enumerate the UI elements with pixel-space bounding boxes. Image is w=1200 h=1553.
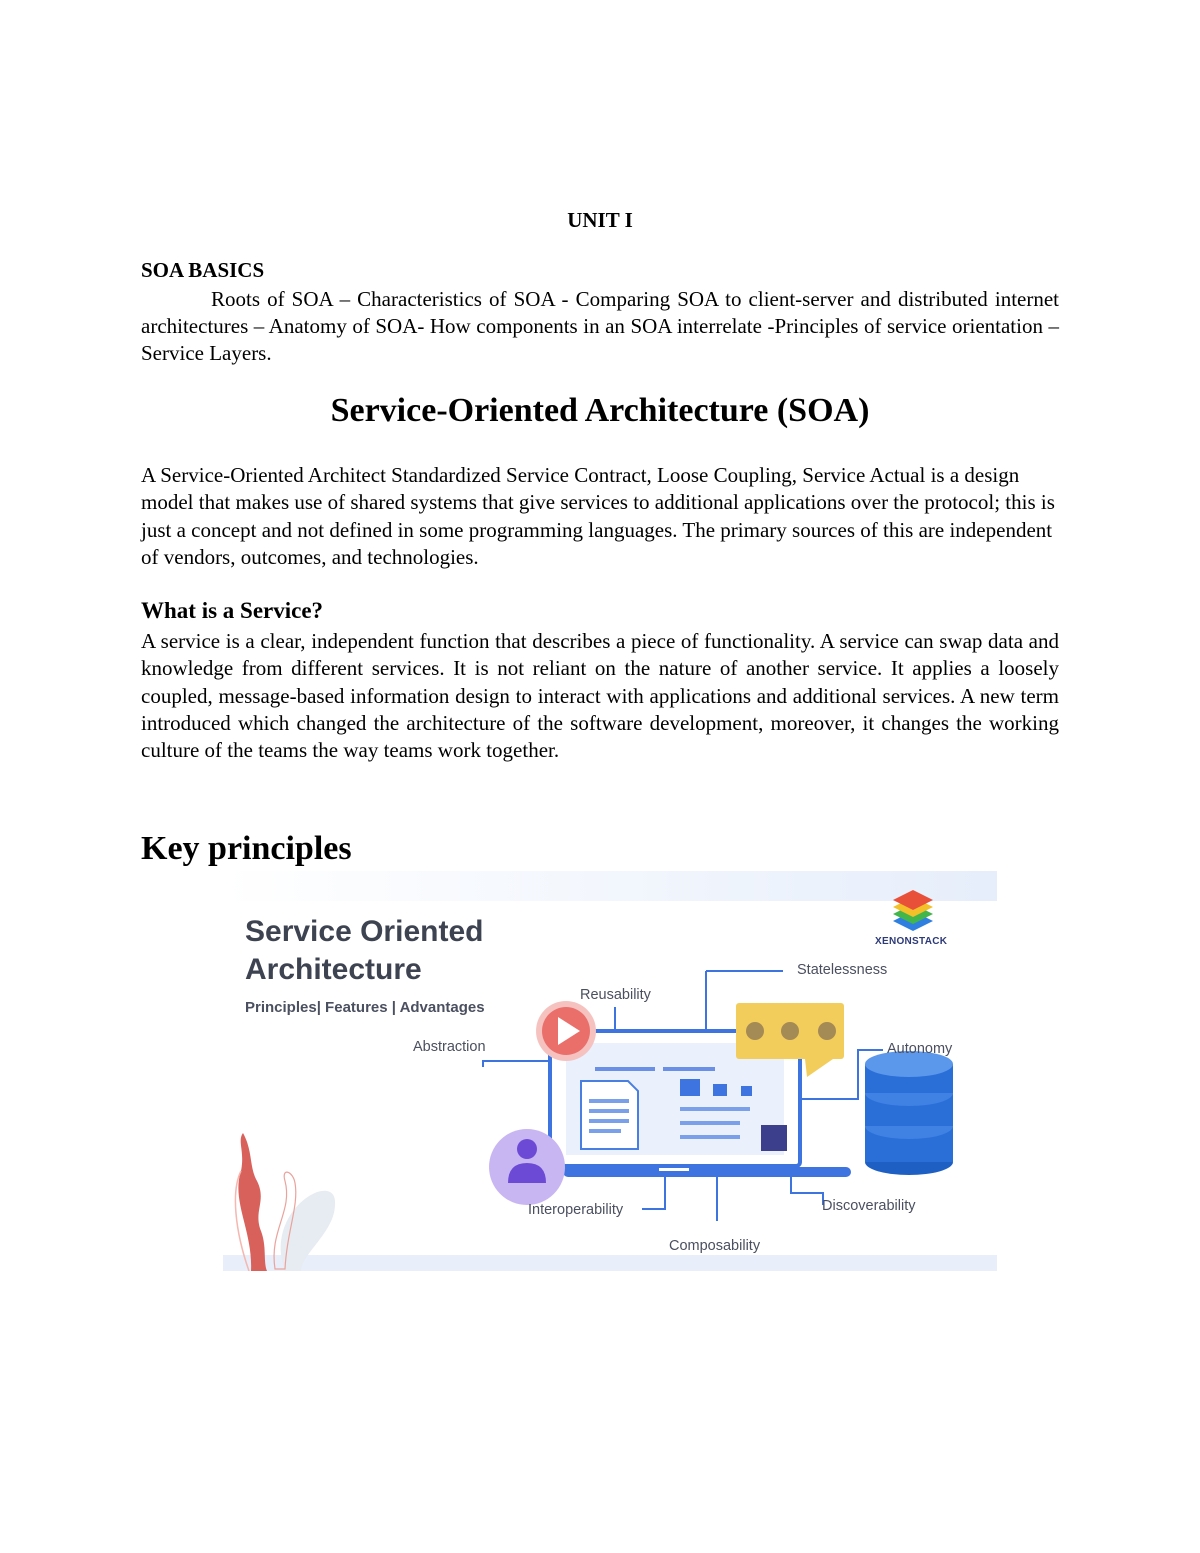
syllabus-paragraph: Roots of SOA – Characteristics of SOA - Comparing SOA to client-server and distributed internet architectures – Anatomy of SOA- How components in an SOA interrelate -Principles of service orientation – Service Layers.: [141, 287, 1059, 365]
unit-heading: UNIT I: [567, 208, 633, 232]
label-reusability: Reusability: [580, 987, 651, 1003]
database-icon: [865, 1051, 953, 1175]
label-statelessness: Statelessness: [797, 962, 888, 978]
page-title: Service-Oriented Architecture (SOA): [330, 392, 870, 429]
question-heading: What is a Service?: [141, 598, 324, 623]
play-icon: [536, 1001, 596, 1061]
figure-title: [245, 913, 483, 989]
service-definition-paragraph: A service is a clear, independent function that describes a piece of functionality. A service can swap data and knowledge from different services. It is not reliant on the nature of another service. It applies a loosely coupled, message-based information design to interact with applications and additional services. A new term introduced which changed the architecture of the software development, moreover, it changes the working culture of the teams the way teams work together.: [141, 629, 1059, 763]
label-discoverability: Discoverability: [822, 1198, 916, 1214]
key-principles-heading: Key principles: [141, 830, 352, 867]
label-interoperability: Interoperability: [528, 1202, 624, 1218]
figure-subtitle: Principles| Features | Advantages: [245, 999, 485, 1016]
label-abstraction: Abstraction: [413, 1039, 486, 1055]
brand-label: XENONSTACK: [875, 936, 948, 947]
section-title: SOA BASICS: [141, 258, 265, 282]
bottom-band: [223, 1255, 997, 1271]
top-band: [223, 871, 997, 901]
figure-title-line2: Architecture: [245, 953, 422, 986]
document-icon: [581, 1081, 638, 1149]
figure-title-line1: Service Oriented: [245, 915, 484, 948]
label-composability: Composability: [669, 1238, 761, 1254]
label-autonomy: Autonomy: [887, 1041, 953, 1057]
intro-paragraph: A Service-Oriented Architect Standardized Service Contract, Loose Coupling, Service Actual is a design model that makes use of shared systems that give services to additional applications over the protocol; this is just a concept and not defined in some programming languages. The primary sources of this are independent of vendors, outcomes, and technologies.: [141, 463, 1055, 569]
user-icon: [489, 1129, 565, 1205]
soa-principles-figure: [223, 871, 997, 1271]
